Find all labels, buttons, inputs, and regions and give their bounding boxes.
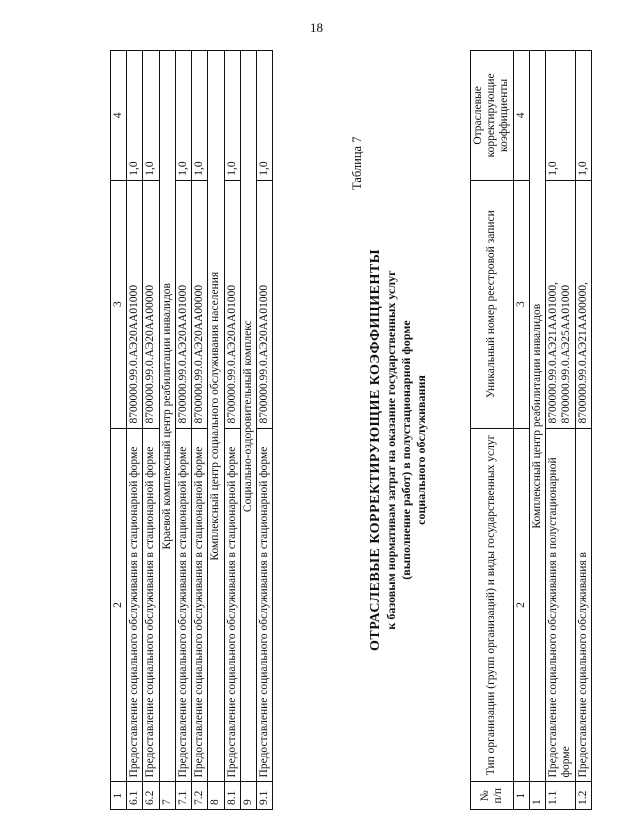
coefficient: 1,0 <box>127 51 143 181</box>
coefficient: 1,0 <box>143 51 159 181</box>
table-row <box>546 51 575 810</box>
coefficient: 1,0 <box>224 51 240 181</box>
service-name: Предоставление социального обслуживания в стационарной форме <box>224 428 240 782</box>
table-row <box>127 51 143 810</box>
section-title: Комплексный центр реабилитации инвалидов <box>529 51 545 782</box>
service-name: Предоставление социального обслуживания в <box>575 428 591 782</box>
heading-sub: социального обслуживания <box>414 375 428 525</box>
row-number: 7 <box>159 782 175 810</box>
col-number: 4 <box>111 51 127 181</box>
col-number: 3 <box>111 180 127 428</box>
heading-main: ОТРАСЛЕВЫЕ КОРРЕКТИРУЮЩИЕ КОЭФФИЦИЕНТЫ <box>368 249 383 651</box>
table-row <box>192 51 208 810</box>
section-heading <box>368 130 429 770</box>
heading-sub: к базовым нормативам затрат на оказание государственных услуг <box>384 270 398 630</box>
rotated-page-content <box>110 50 640 810</box>
column-header: Отраслевые корректирующие коэффициенты <box>471 51 514 181</box>
coefficients-table-continued <box>110 50 273 810</box>
coefficient: 1,0 <box>546 51 575 181</box>
service-name: Предоставление социального обслуживания в стационарной форме <box>143 428 159 782</box>
section-title: Социально-оздоровительный комплекс <box>240 51 256 782</box>
column-header: № п/п <box>471 782 514 810</box>
row-number: 8.1 <box>224 782 240 810</box>
column-number-row <box>513 51 529 810</box>
registry-code: 8700000.99.0.АЭ20АА01000 <box>175 180 191 428</box>
registry-code-line: 8700000.99.0.АЭ21АА01000, <box>547 282 560 424</box>
coefficient: 1,0 <box>175 51 191 181</box>
column-number-row <box>111 51 127 810</box>
column-header: Тип организации (групп организаций) и виды государственных услуг <box>471 428 514 782</box>
table-row <box>256 51 272 810</box>
section-row <box>240 51 256 810</box>
service-name: Предоставление социального обслуживания в стационарной форме <box>192 428 208 782</box>
coefficient: 1,0 <box>575 51 591 181</box>
row-number: 1.1 <box>546 782 575 810</box>
section-row <box>529 51 545 810</box>
page-number: 18 <box>310 20 323 35</box>
service-name: Предоставление социального обслуживания в стационарной форме <box>127 428 143 782</box>
table-row <box>575 51 591 810</box>
col-number: 1 <box>111 782 127 810</box>
row-number: 7.1 <box>175 782 191 810</box>
section-row <box>159 51 175 810</box>
service-name: Предоставление социального обслуживания в полустационарной форме <box>546 428 575 782</box>
service-name: Предоставление социального обслуживания в стационарной форме <box>175 428 191 782</box>
registry-code: 8700000.99.0.АЭ20АА01000 <box>256 180 272 428</box>
row-number: 9.1 <box>256 782 272 810</box>
registry-code: 8700000.99.0.АЭ20АА01000 <box>127 180 143 428</box>
row-number: 6.1 <box>127 782 143 810</box>
table-row <box>175 51 191 810</box>
row-number: 7.2 <box>192 782 208 810</box>
heading-sub: (выполнение работ) в полустационарной форме <box>399 320 413 580</box>
registry-code <box>546 180 575 428</box>
col-number: 3 <box>513 180 529 428</box>
registry-code: 8700000.99.0.АЭ20АА01000 <box>224 180 240 428</box>
table-row <box>143 51 159 810</box>
service-name: Предоставление социального обслуживания в стационарной форме <box>256 428 272 782</box>
registry-code: 8700000.99.0.АЭ20АА00000 <box>143 180 159 428</box>
header-row <box>471 51 514 810</box>
registry-code: 8700000.99.0.АЭ20АА00000 <box>192 180 208 428</box>
column-header: Уникальный номер реестровой записи <box>471 180 514 428</box>
row-number: 6.2 <box>143 782 159 810</box>
row-number: 9 <box>240 782 256 810</box>
row-number: 1.2 <box>575 782 591 810</box>
registry-code-line: 8700000.99.0.АЭ25АА01000 <box>560 284 573 424</box>
section-title: Комплексный центр социального обслуживания населения <box>208 51 224 782</box>
row-number: 1 <box>529 782 545 810</box>
row-number: 8 <box>208 782 224 810</box>
col-number: 4 <box>513 51 529 181</box>
table-label: Таблица 7 <box>350 136 364 190</box>
coefficient: 1,0 <box>256 51 272 181</box>
table-row <box>224 51 240 810</box>
col-number: 2 <box>513 428 529 782</box>
registry-code: 8700000.99.0.АЭ21АА00000, <box>575 180 591 428</box>
section-title: Краевой комплексный центр реабилитации инвалидов <box>159 51 175 782</box>
col-number: 1 <box>513 782 529 810</box>
coefficient: 1,0 <box>192 51 208 181</box>
section-row <box>208 51 224 810</box>
col-number: 2 <box>111 428 127 782</box>
coefficients-table-7 <box>470 50 592 810</box>
